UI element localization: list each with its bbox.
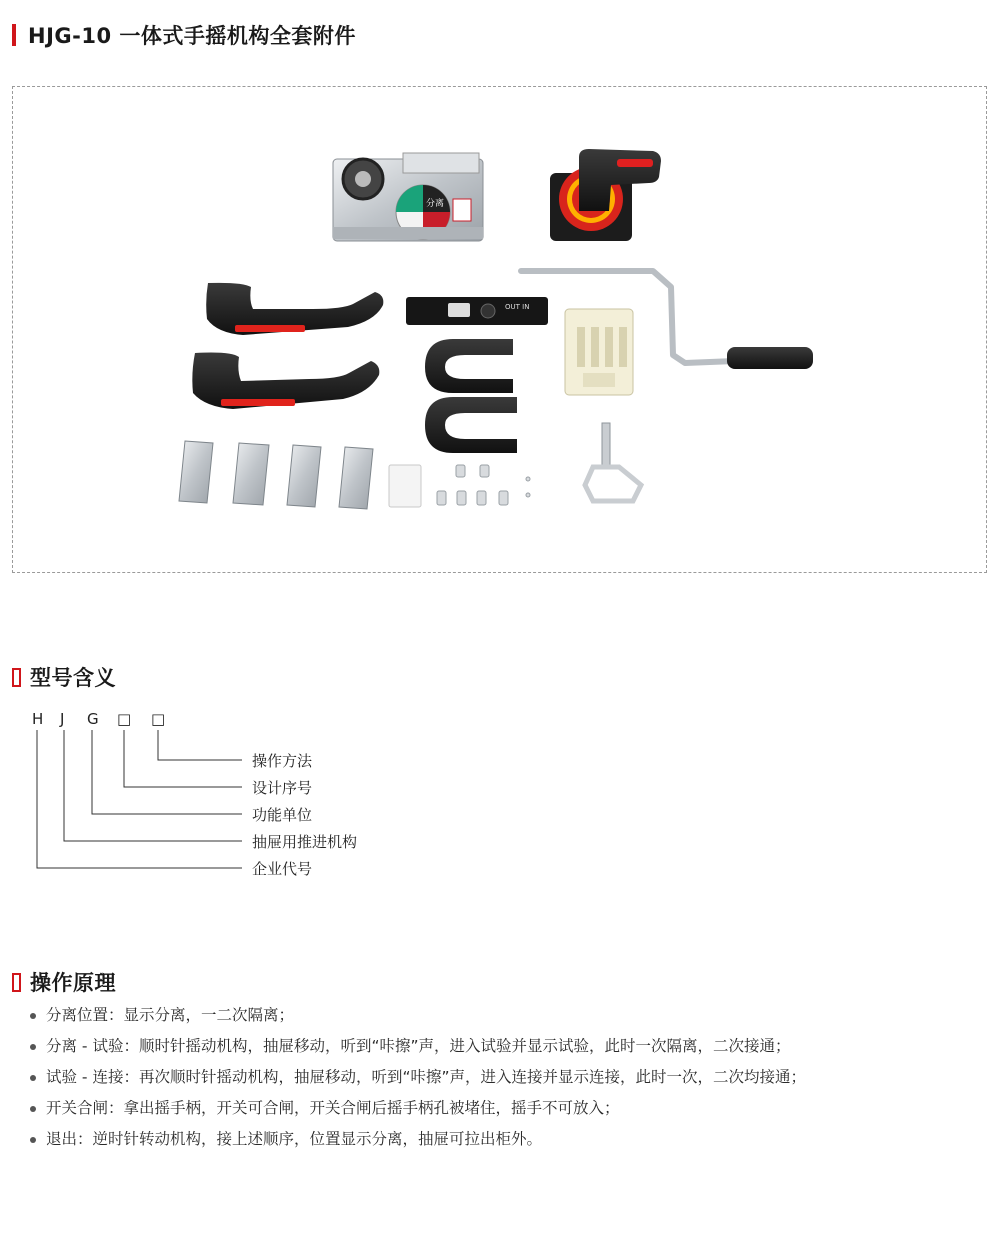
bullet-icon (30, 1137, 36, 1143)
model-section-title-text: 型号含义 (30, 666, 116, 690)
bullet-icon (30, 1013, 36, 1019)
rotary-switch (550, 149, 661, 241)
model-letter-3: G (87, 710, 99, 728)
metal-brackets (179, 441, 373, 509)
model-letter-5: □ (151, 710, 166, 728)
product-photo (13, 87, 988, 574)
principle-list (30, 1000, 806, 1155)
title-accent-bar (12, 24, 16, 46)
principle-section-title-text: 操作原理 (30, 971, 116, 995)
model-desc-4: 抽屉用推进机构 (252, 833, 358, 851)
bullet-icon (30, 1075, 36, 1081)
model-desc-2: 设计序号 (252, 779, 313, 797)
plastic-guide-block (565, 309, 633, 395)
transparent-cover (389, 465, 421, 507)
list-item: 退出：逆时针转动机构，接上述顺序，位置显示分离，抽屉可拉出柜外。 (30, 1124, 806, 1155)
list-item: 试验 - 连接：再次顺时针摇动机构，抽屉移动，听到“咔擦”声，进入连接并显示连接，此时一次，二次均接通； (30, 1062, 806, 1093)
model-letter-1: H (32, 710, 44, 728)
bullet-icon (30, 1106, 36, 1112)
principle-title-marker (12, 973, 21, 992)
model-code-diagram (0, 700, 420, 890)
screw-set (437, 465, 530, 505)
list-item: 开关合闸：拿出摇手柄，开关可合闸，开关合闸后摇手柄孔被堵住，摇手不可放入； (30, 1093, 806, 1124)
page-title-text: HJG-10 一体式手摇机构全套附件 (28, 24, 356, 48)
list-item: 分离位置：显示分离，一二次隔离； (30, 1000, 806, 1031)
indicator-strip-label: OUT IN (505, 303, 530, 311)
indicator-strip (406, 297, 548, 325)
model-desc-3: 功能单位 (252, 806, 313, 824)
product-photo-frame (12, 86, 987, 573)
u-clip-lower (425, 397, 517, 453)
principle-section-title (12, 967, 116, 997)
model-letter-4: □ (117, 710, 132, 728)
model-letter-2: J (60, 710, 65, 728)
mechanism-indicator-label: 分离 (426, 199, 445, 209)
page-title (12, 20, 356, 50)
model-desc-1: 操作方法 (252, 752, 313, 770)
model-section-title (12, 662, 116, 692)
door-handle-lower (192, 353, 379, 410)
model-leader-lines (37, 730, 242, 868)
model-title-marker (12, 668, 21, 687)
list-item: 分离 - 试验：顺时针摇动机构，抽屉移动，听到“咔擦”声，进入试验并显示试验，此时一次隔离，二次接通； (30, 1031, 806, 1062)
bullet-icon (30, 1044, 36, 1050)
model-desc-5: 企业代号 (252, 860, 313, 878)
door-handle-upper (206, 283, 383, 335)
triangle-key (585, 423, 641, 501)
u-clip-upper (425, 339, 513, 393)
rocker-mechanism (333, 153, 483, 241)
